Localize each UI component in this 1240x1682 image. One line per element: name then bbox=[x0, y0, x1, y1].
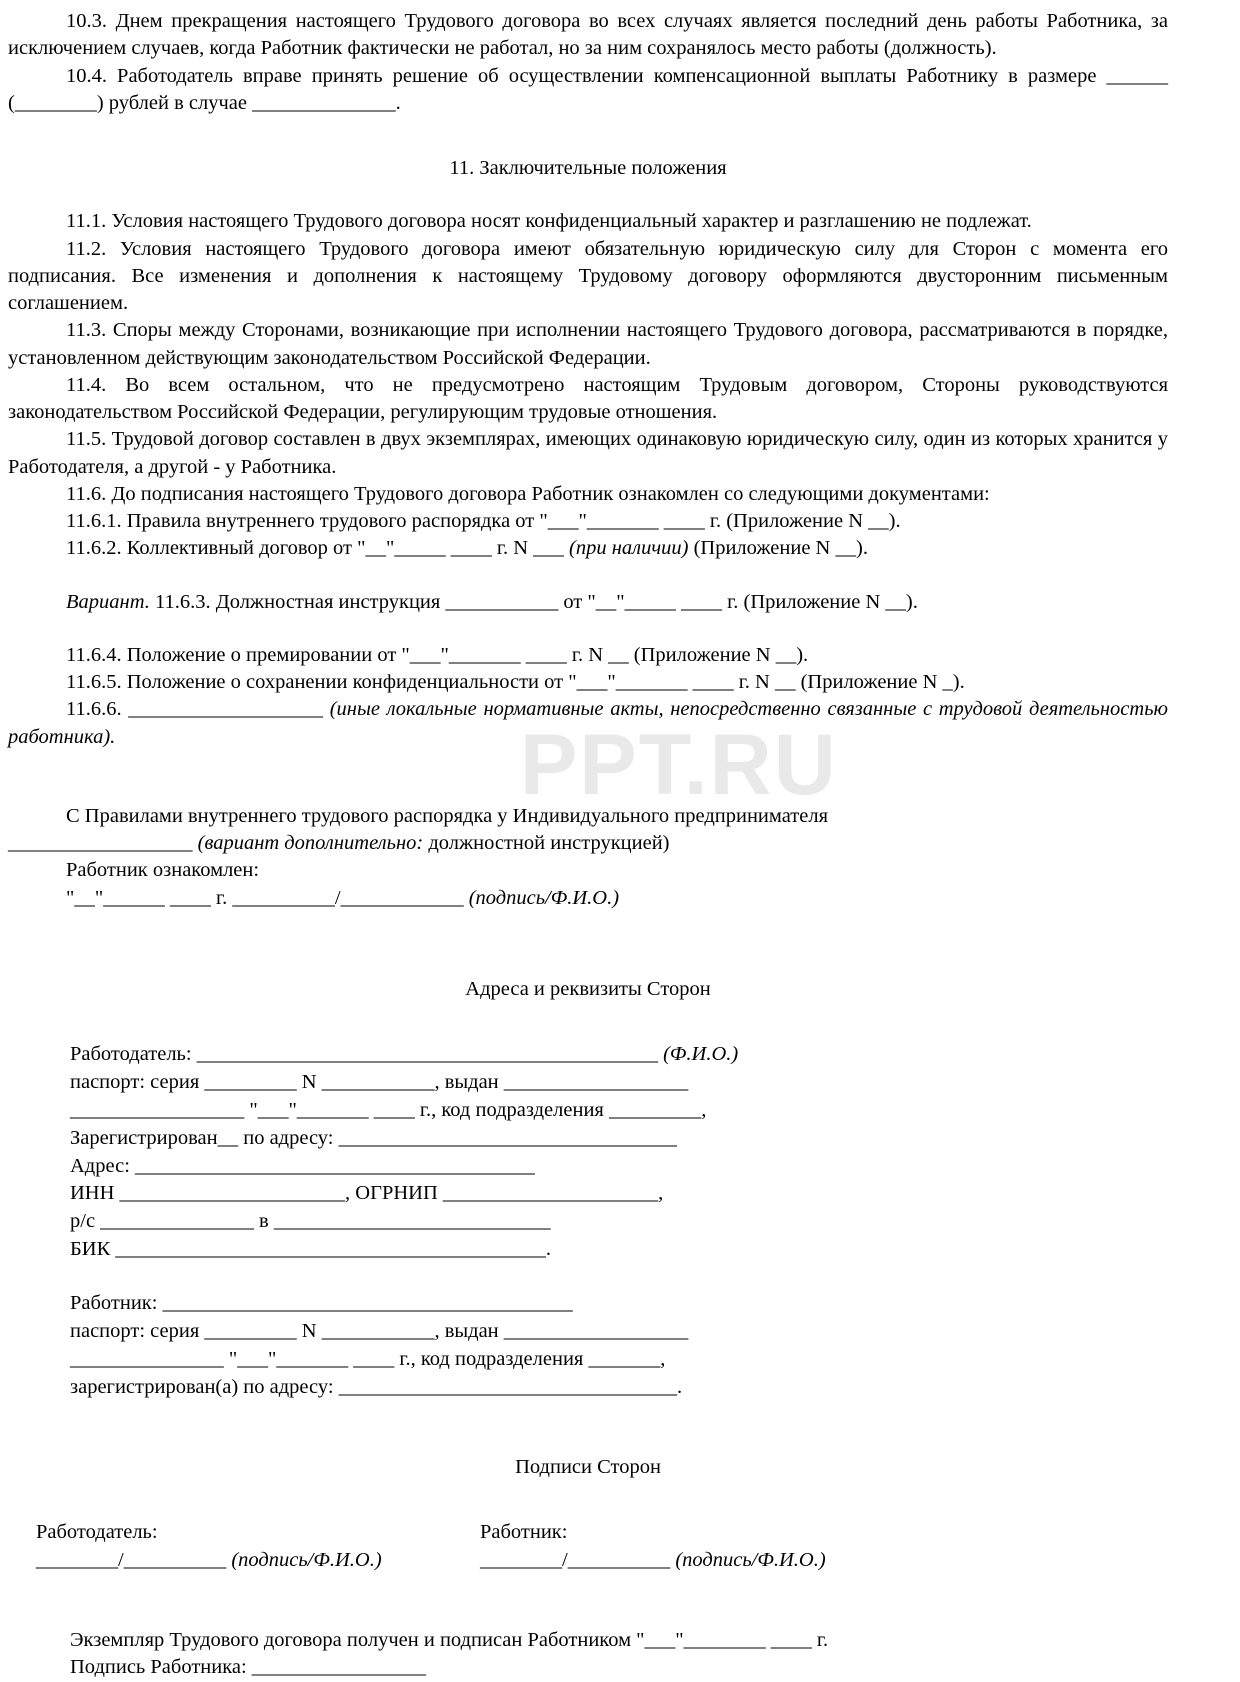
clause-11-6-4-day: ___ bbox=[410, 644, 441, 666]
employer-ogrnip-lead: , ОГРНИП bbox=[345, 1182, 443, 1204]
employer-reg-blank: _________________________________ bbox=[339, 1127, 677, 1149]
clause-11-6-2-tail: (Приложение N __). bbox=[688, 537, 868, 559]
employer-inn-line bbox=[70, 1180, 1168, 1208]
employer-name-line bbox=[70, 1041, 1168, 1069]
employee-signature-col bbox=[480, 1547, 924, 1575]
clause-11-6-5-month: _______ bbox=[616, 671, 688, 693]
clause-11-6-4-quote: " bbox=[441, 644, 449, 666]
employee-subdivision-code: _______ bbox=[588, 1348, 660, 1370]
employee-reg-blank: _________________________________ bbox=[339, 1376, 677, 1398]
receipt-year: ____ bbox=[766, 1629, 812, 1651]
clause-11-6-5-quote: " bbox=[607, 671, 615, 693]
clause-11-6-2-year: ____ bbox=[446, 537, 492, 559]
employer-label: Работодатель: bbox=[70, 1043, 197, 1065]
clause-11-1: 11.1. Условия настоящего Трудового договора носят конфиденциальный характер и разглашению не подлежат. bbox=[8, 208, 1168, 235]
employer-subdivision-lead: г., код подразделения bbox=[415, 1099, 609, 1121]
clause-11-6-1-quote: " bbox=[579, 510, 587, 532]
employer-bik-lead: БИК bbox=[70, 1238, 115, 1260]
clause-11-6-5 bbox=[8, 669, 1168, 696]
employer-bik-line bbox=[70, 1236, 1168, 1264]
ppt-ru-watermark: PPT.RU bbox=[520, 690, 920, 840]
employer-signature-label: Работодатель: bbox=[36, 1521, 158, 1543]
clause-11-6-3-quote: " bbox=[616, 591, 624, 613]
receipt-block bbox=[70, 1627, 1168, 1682]
employee-signature-note: (подпись/Ф.И.О.) bbox=[670, 1549, 825, 1571]
clause-11-6-6-doc-blank: ___________________ bbox=[128, 698, 323, 720]
employee-name-blank: ________________________________________ bbox=[163, 1292, 573, 1314]
employer-fio-note: (Ф.И.О.) bbox=[658, 1043, 738, 1065]
receipt-tail: г. bbox=[812, 1629, 828, 1651]
ack-sign-note: (подпись/Ф.И.О.) bbox=[464, 887, 619, 909]
employer-reg-lead: Зарегистрирован__ по адресу: bbox=[70, 1127, 339, 1149]
employee-date-tail: , bbox=[660, 1348, 665, 1370]
clause-11-6-3-day: __ bbox=[596, 591, 617, 613]
clause-11-3: 11.3. Споры между Сторонами, возникающие при исполнении настоящего Трудового договора, рассматриваются в порядке, установленном действующим законодательством Российской Федерации. bbox=[8, 317, 1168, 372]
clause-11-6-3-doc-blank: ___________ bbox=[445, 591, 558, 613]
clause-10-4-blank-case: ______________ bbox=[252, 92, 396, 114]
receipt-signature-lead: Подпись Работника: bbox=[70, 1656, 252, 1678]
employee-issued-lead: , выдан bbox=[434, 1320, 503, 1342]
employee-name-line bbox=[70, 1290, 1168, 1318]
employer-registration-line bbox=[70, 1125, 1168, 1153]
employer-signature-note: (подпись/Ф.И.О.) bbox=[226, 1549, 381, 1571]
employer-ogrnip-tail: , bbox=[658, 1182, 663, 1204]
receipt-line bbox=[70, 1627, 1168, 1655]
employer-passport-series: _________ bbox=[204, 1071, 296, 1093]
employee-passport-line bbox=[70, 1318, 1168, 1346]
clause-11-6-1-month: _______ bbox=[587, 510, 659, 532]
clause-11-6-3-year: ____ bbox=[676, 591, 722, 613]
employer-passport-number: ___________ bbox=[322, 1071, 435, 1093]
employer-inn-blank: ______________________ bbox=[120, 1182, 346, 1204]
variant-label: Вариант. bbox=[66, 591, 150, 613]
employee-signature-label: Работник: bbox=[480, 1521, 567, 1543]
employee-label: Работник: bbox=[70, 1292, 163, 1314]
employer-passport-n: N bbox=[297, 1071, 322, 1093]
employer-bik-blank: __________________________________________ bbox=[115, 1238, 546, 1260]
clause-11-6-3-variant bbox=[8, 589, 1168, 616]
receipt-signature-blank: _________________ bbox=[252, 1656, 426, 1678]
employee-passport-n: N bbox=[297, 1320, 322, 1342]
employee-passport-lead: паспорт: серия bbox=[70, 1320, 204, 1342]
employee-date-month: _______ bbox=[276, 1348, 348, 1370]
employer-issuer-blank: _________________ bbox=[70, 1099, 244, 1121]
employee-registration-line bbox=[70, 1374, 1168, 1402]
clause-11-6-3-month: _____ bbox=[625, 591, 676, 613]
ack-sign-blank-1: __________ bbox=[232, 887, 335, 909]
employee-date-quote-1: " bbox=[224, 1348, 238, 1370]
receipt-month: ________ bbox=[684, 1629, 766, 1651]
employee-passport-number: ___________ bbox=[322, 1320, 435, 1342]
clause-11-6-1-tail: г. (Приложение N __). bbox=[705, 510, 901, 532]
clause-11-6-3-tail: г. (Приложение N __). bbox=[722, 591, 918, 613]
employee-date-day: ___ bbox=[237, 1348, 268, 1370]
clause-11-6-6-lead: 11.6.6. bbox=[66, 698, 128, 720]
ack-date-tail: г. bbox=[211, 887, 232, 909]
employee-passport-series: _________ bbox=[204, 1320, 296, 1342]
clause-11-6-4-tail: г. N __ (Приложение N __). bbox=[567, 644, 808, 666]
employee-date-quote-2: " bbox=[268, 1348, 276, 1370]
ack-date-quote-1: " bbox=[66, 887, 74, 909]
employer-issue-date-line bbox=[70, 1097, 1168, 1125]
clause-10-4-prefix: 10.4. Работодатель вправе принять решение об осуществлении компенсационной выплаты Работнику в размере bbox=[66, 65, 1107, 87]
employer-name-blank: _____________________________________________ bbox=[197, 1043, 658, 1065]
employer-address-blank: _______________________________________ bbox=[135, 1155, 535, 1177]
clause-11-2: 11.2. Условия настоящего Трудового договора имеют обязательную юридическую силу для Сторон с момента его подписания. Все изменения и дополнения к настоящему Трудовому договору оформляются двусторонним письменным соглашением. bbox=[8, 236, 1168, 318]
employer-passport-lead: паспорт: серия bbox=[70, 1071, 204, 1093]
employer-signature-blank-2: __________ bbox=[124, 1549, 227, 1571]
clause-11-6-1-lead: 11.6.1. Правила внутреннего трудового распорядка от " bbox=[66, 510, 548, 532]
clause-11-6-5-day: ___ bbox=[577, 671, 608, 693]
employer-rs-v: в bbox=[254, 1210, 274, 1232]
employee-issue-date-line bbox=[70, 1346, 1168, 1374]
employer-account-line bbox=[70, 1208, 1168, 1236]
acknowledgement-signature-line bbox=[8, 885, 1168, 912]
employer-issued-lead: , выдан bbox=[434, 1071, 503, 1093]
acknowledgement-line-2: Работник ознакомлен: bbox=[8, 857, 1168, 884]
clause-11-6-5-year: ____ bbox=[687, 671, 733, 693]
receipt-quote: " bbox=[675, 1629, 683, 1651]
clause-11-6-4 bbox=[8, 642, 1168, 669]
signatures-heading: Подписи Сторон bbox=[8, 1454, 1168, 1481]
ack-date-month: ______ bbox=[103, 887, 165, 909]
clause-10-4 bbox=[8, 63, 1168, 118]
acknowledgement-line-1: С Правилами внутреннего трудового распорядка у Индивидуального предпринимателя bbox=[8, 803, 1168, 830]
clause-11-6-4-month: _______ bbox=[449, 644, 521, 666]
employer-date-month: _______ bbox=[297, 1099, 369, 1121]
employee-signature-label-col bbox=[480, 1519, 924, 1547]
employer-signature-label-col bbox=[36, 1519, 480, 1547]
acknowledgement-ip-line bbox=[8, 830, 1168, 857]
employer-issued-blank: __________________ bbox=[504, 1071, 689, 1093]
employer-bank-blank: ___________________________ bbox=[274, 1210, 551, 1232]
requisites-heading: Адреса и реквизиты Сторон bbox=[8, 976, 1168, 1003]
ack-sign-blank-2: ____________ bbox=[341, 887, 464, 909]
employer-ogrnip-blank: _____________________ bbox=[443, 1182, 658, 1204]
employee-issuer-blank: _______________ bbox=[70, 1348, 224, 1370]
clause-11-6-5-lead: 11.6.5. Положение о сохранении конфиденциальности от " bbox=[66, 671, 577, 693]
receipt-signature-line bbox=[70, 1654, 1168, 1682]
employer-address-line bbox=[70, 1153, 1168, 1181]
employer-signature-slash: / bbox=[118, 1549, 124, 1571]
employee-subdivision-lead: г., код подразделения bbox=[394, 1348, 588, 1370]
employer-address-lead: Адрес: bbox=[70, 1155, 135, 1177]
clause-11-6-2-month: _____ bbox=[394, 537, 445, 559]
employer-date-quote-1: " bbox=[244, 1099, 258, 1121]
clause-10-3: 10.3. Днем прекращения настоящего Трудового договора во всех случаях является последний день работы Работника, за исключением случаев, когда Работник фактически не работал, но за ним сохранялось место работы (должность). bbox=[8, 8, 1168, 63]
clause-11-6-2-lead: 11.6.2. Коллективный договор от " bbox=[66, 537, 366, 559]
clause-11-5: 11.5. Трудовой договор составлен в двух экземплярах, имеющих одинаковую юридическую силу, один из которых хранится у Работодателя, а другой - у Работника. bbox=[8, 426, 1168, 481]
clause-11-6-3-mid: от " bbox=[558, 591, 596, 613]
clause-11-6-5-tail: г. N __ (Приложение N _). bbox=[734, 671, 965, 693]
ack-date-year: ____ bbox=[165, 887, 211, 909]
clause-11-4: 11.4. Во всем остальном, что не предусмотрено настоящим Трудовым договором, Стороны руководствуются законодательством Российской Федерации, регулирующим трудовые отношения. bbox=[8, 372, 1168, 427]
clause-11-6-1-day: ___ bbox=[548, 510, 579, 532]
employee-signature-slash: / bbox=[562, 1549, 568, 1571]
employer-subdivision-code: _________ bbox=[609, 1099, 701, 1121]
employer-bik-tail: . bbox=[546, 1238, 551, 1260]
clause-10-4-blank-amount: ______ bbox=[1107, 65, 1169, 87]
employee-requisites-block bbox=[70, 1290, 1168, 1402]
employer-passport-line bbox=[70, 1069, 1168, 1097]
employee-signature-blank-2: __________ bbox=[568, 1549, 671, 1571]
employer-rs-lead: р/с bbox=[70, 1210, 100, 1232]
clause-11-6-2-mid: г. N ___ bbox=[492, 537, 569, 559]
clause-11-6-4-lead: 11.6.4. Положение о премировании от " bbox=[66, 644, 410, 666]
clause-11-6-4-year: ____ bbox=[521, 644, 567, 666]
signature-labels-row bbox=[36, 1519, 1168, 1547]
ack-date-day: __ bbox=[74, 887, 95, 909]
acknowledgement-note-italic: (вариант дополнительно: bbox=[193, 832, 424, 854]
receipt-day: ___ bbox=[645, 1629, 676, 1651]
employer-date-year: ____ bbox=[369, 1099, 415, 1121]
clause-11-6-2-quote: " bbox=[386, 537, 394, 559]
employee-reg-tail: . bbox=[677, 1376, 682, 1398]
clause-11-6-6-note: (иные локальные нормативные акты, непосредственно связанные с трудовой деятельностью работника). bbox=[8, 698, 1168, 747]
clause-11-6-2 bbox=[8, 535, 1168, 562]
employer-signature-blank-1: ________ bbox=[36, 1549, 118, 1571]
acknowledgement-ip-blank: __________________ bbox=[8, 832, 193, 854]
employer-inn-lead: ИНН bbox=[70, 1182, 120, 1204]
employer-date-tail: , bbox=[701, 1099, 706, 1121]
clause-11-6: 11.6. До подписания настоящего Трудового договора Работник ознакомлен со следующими документами: bbox=[8, 481, 1168, 508]
receipt-lead: Экземпляр Трудового договора получен и подписан Работником " bbox=[70, 1629, 645, 1651]
ack-date-quote-2: " bbox=[95, 887, 103, 909]
employee-reg-lead: зарегистрирован(а) по адресу: bbox=[70, 1376, 339, 1398]
employee-date-year: ____ bbox=[348, 1348, 394, 1370]
employee-signature-blank-1: ________ bbox=[480, 1549, 562, 1571]
clause-11-6-2-day: __ bbox=[366, 537, 387, 559]
ack-sign-slash: / bbox=[335, 887, 341, 909]
clause-11-6-6 bbox=[8, 696, 1168, 751]
employer-date-day: ___ bbox=[258, 1099, 289, 1121]
employee-issued-blank: __________________ bbox=[504, 1320, 689, 1342]
employer-requisites-block bbox=[70, 1041, 1168, 1264]
signature-blanks-row bbox=[36, 1547, 1168, 1575]
clause-10-4-suffix: . bbox=[396, 92, 401, 114]
clause-10-4-mid: (________) рублей в случае bbox=[8, 92, 252, 114]
acknowledgement-note-roman: должностной инструкцией) bbox=[423, 832, 669, 854]
clause-11-6-2-note: (при наличии) bbox=[569, 537, 688, 559]
employer-signature-col bbox=[36, 1547, 480, 1575]
employer-date-quote-2: " bbox=[289, 1099, 297, 1121]
employer-rs-blank: _______________ bbox=[100, 1210, 254, 1232]
section-11-heading: 11. Заключительные положения bbox=[8, 155, 1168, 182]
clause-11-6-1 bbox=[8, 508, 1168, 535]
clause-11-6-1-year: ____ bbox=[659, 510, 705, 532]
clause-11-6-3-lead: 11.6.3. Должностная инструкция bbox=[150, 591, 446, 613]
